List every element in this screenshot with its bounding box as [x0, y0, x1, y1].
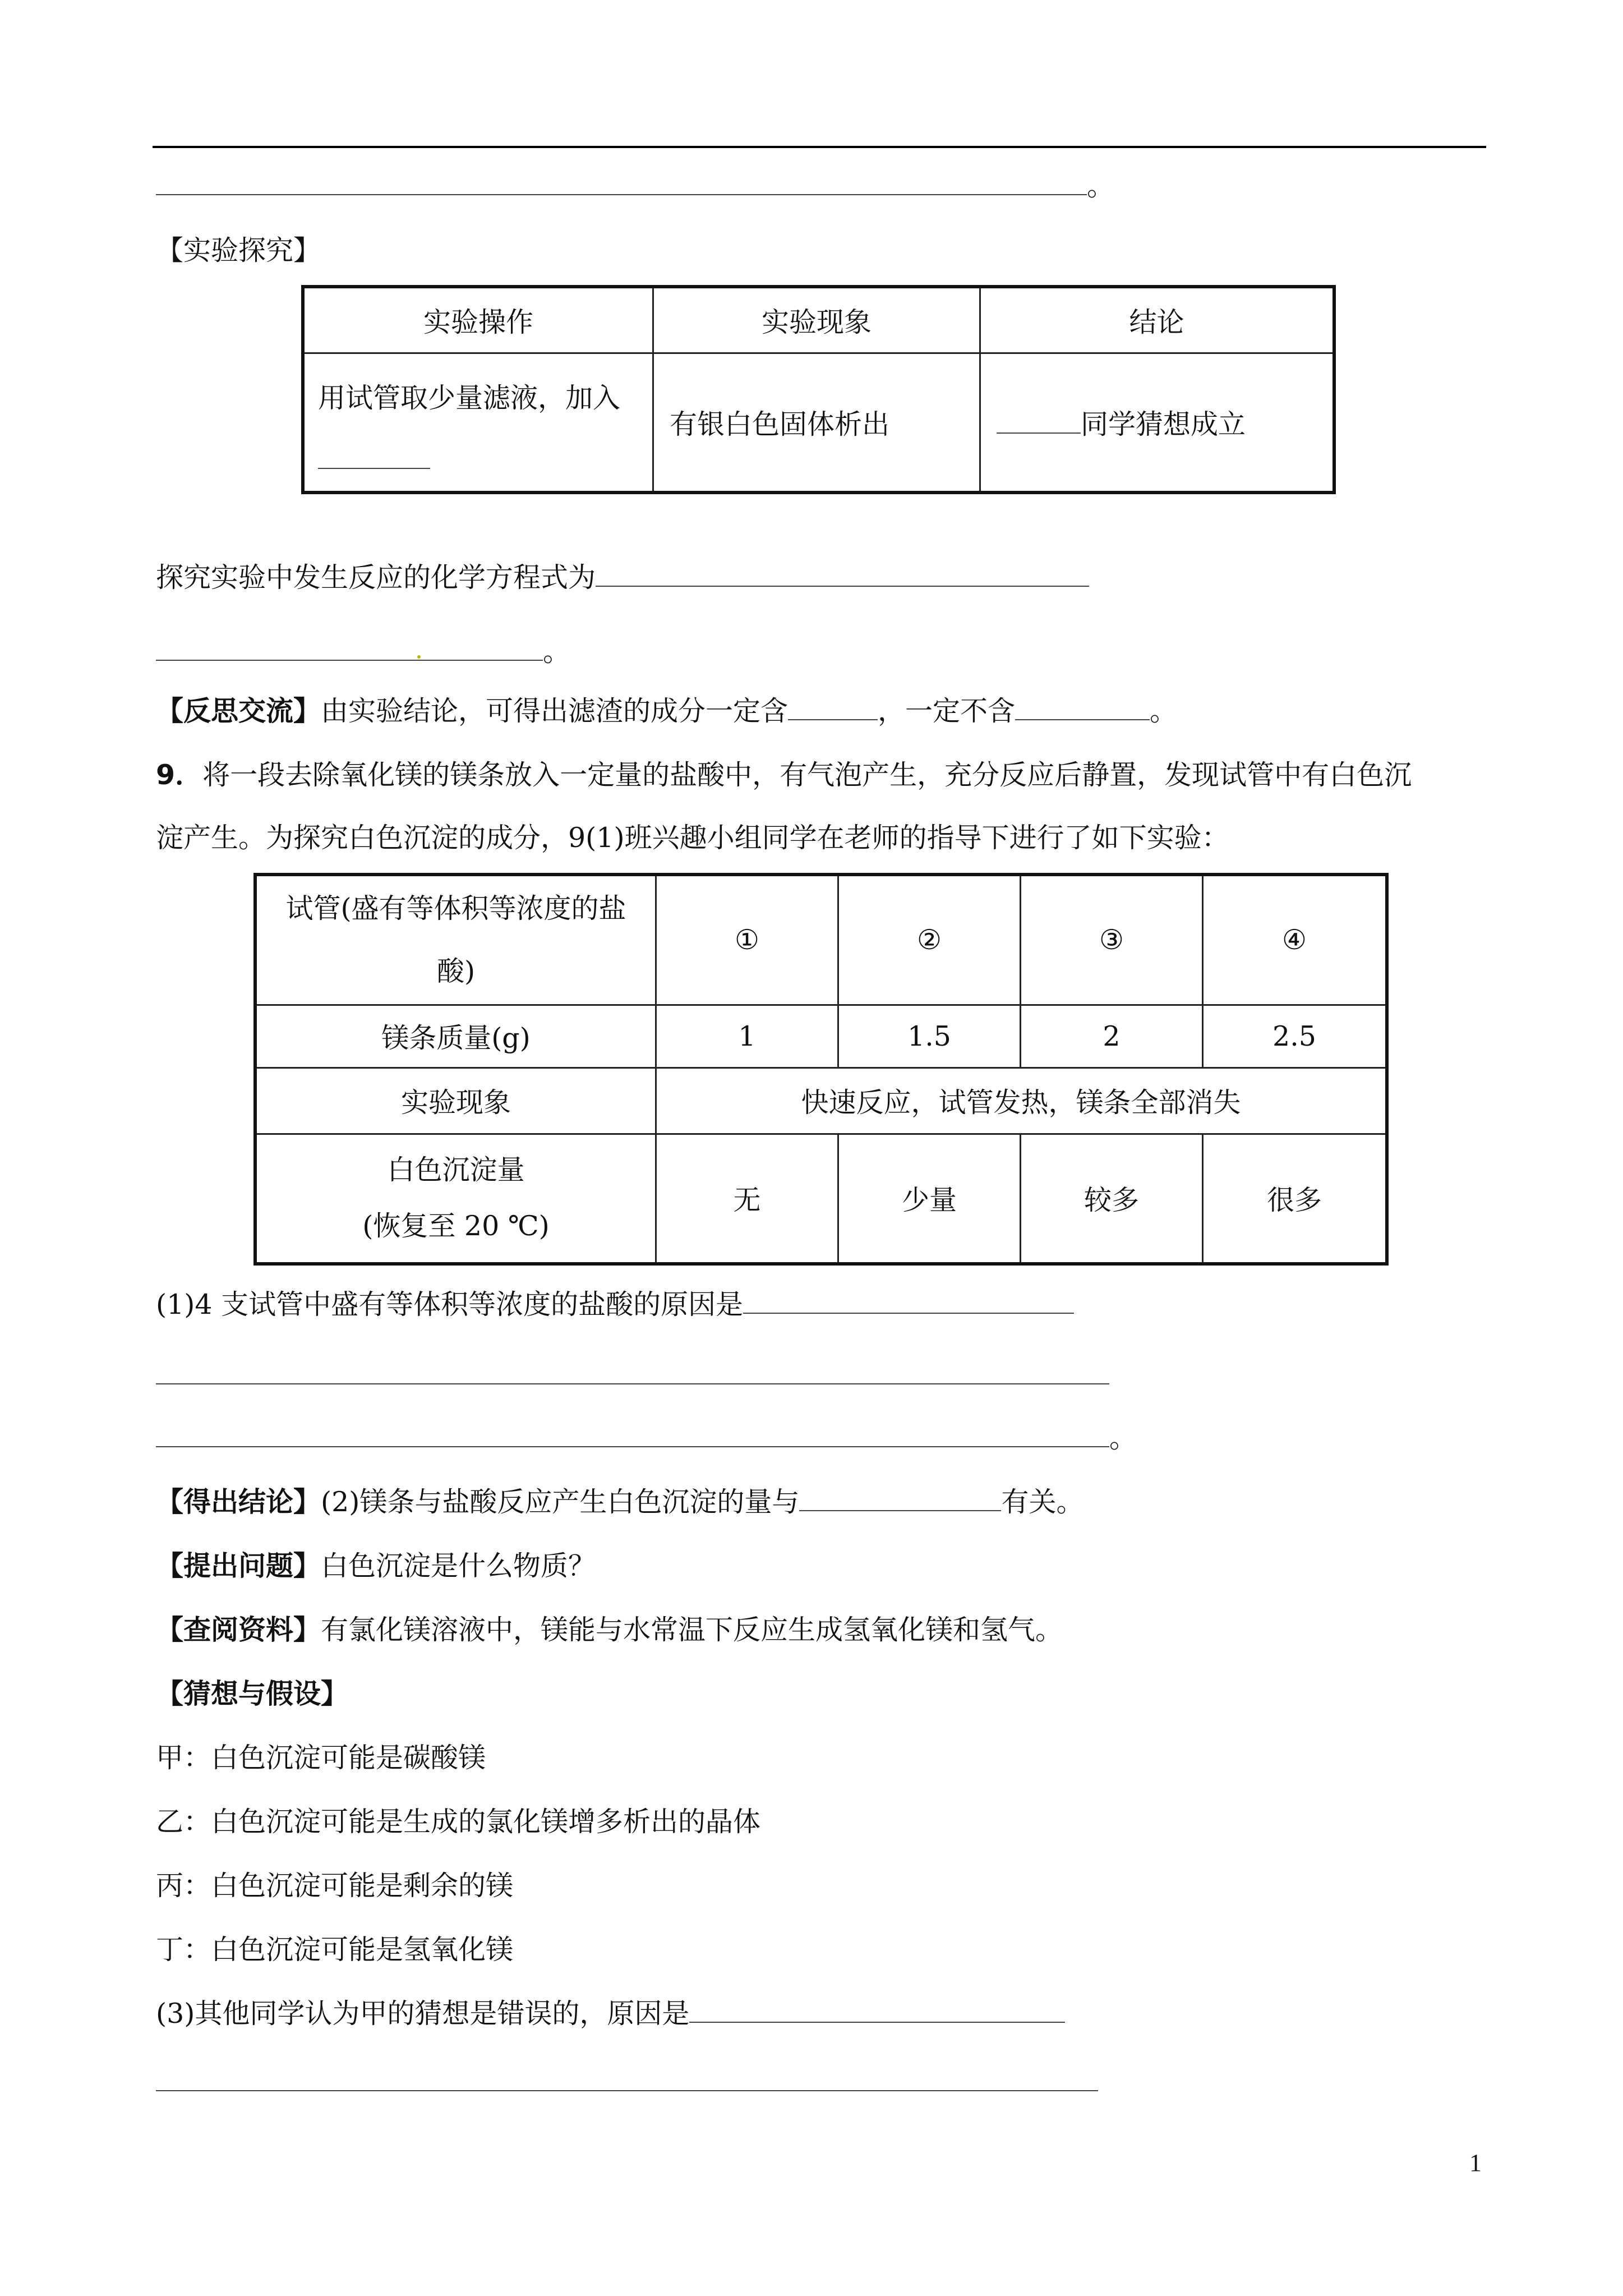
tube-label: ③ [1021, 875, 1203, 1005]
hypothesis-jia: 甲：白色沉淀可能是碳酸镁 [156, 1742, 486, 1774]
mass-value: 2.5 [1203, 1005, 1387, 1068]
hypothesis-heading: 【猜想与假设】 [156, 1678, 349, 1710]
equation-blank[interactable] [596, 563, 1089, 587]
phenomenon-label: 实验现象 [255, 1068, 656, 1134]
question-9-line-1: 9．将一段去除氧化镁的镁条放入一定量的盐酸中，有气泡产生，充分反应后静置，发现试管中有白色沉 [156, 759, 1412, 791]
question-1-line: (1)4 支试管中盛有等体积等浓度的盐酸的原因是 [156, 1287, 1074, 1323]
question-line: 【提出问题】白色沉淀是什么物质？ [156, 1550, 596, 1582]
answer-line-1: 。 [156, 168, 1114, 204]
precipitate-value: 较多 [1021, 1134, 1203, 1264]
contains-blank[interactable] [788, 697, 878, 720]
mass-label: 镁条质量(g) [255, 1005, 656, 1068]
tube-label: ④ [1203, 875, 1387, 1005]
table-header: 实验现象 [653, 287, 980, 353]
precipitate-label: 白色沉淀量 (恢复至 20 ℃) [255, 1134, 656, 1264]
hypothesis-ding: 丁：白色沉淀可能是氢氧化镁 [156, 1934, 514, 1966]
tube-label: ② [838, 875, 1021, 1005]
conclusion-line: 【得出结论】(2)镁条与盐酸反应产生白色沉淀的量与 有关。 [156, 1486, 1084, 1518]
reagent-blank[interactable] [318, 445, 430, 469]
table-header-tube: 试管(盛有等体积等浓度的盐 酸) [255, 875, 656, 1005]
mass-value: 1.5 [838, 1005, 1021, 1068]
student-blank[interactable] [997, 410, 1081, 434]
factor-blank[interactable] [799, 1488, 1001, 1511]
equation-blank-2[interactable] [156, 637, 543, 661]
precipitate-value: 少量 [838, 1134, 1021, 1264]
table-header: 实验操作 [303, 287, 653, 353]
table-cell-observation: 有银白色固体析出 [653, 353, 980, 493]
precipitate-value: 很多 [1203, 1134, 1387, 1264]
reason-blank[interactable] [743, 1290, 1074, 1314]
reason-blank-2[interactable] [156, 1361, 1109, 1384]
question-3-line: (3)其他同学认为甲的猜想是错误的，原因是 [156, 1996, 1065, 2032]
experiment-table [301, 285, 1336, 494]
reason-blank-3[interactable] [156, 1424, 1109, 1447]
table-cell-conclusion: 同学猜想成立 [980, 353, 1335, 493]
header-rule [153, 146, 1486, 148]
reflection-line: 【反思交流】由实验结论，可得出滤渣的成分一定含 ，一定不含 。 [156, 695, 1178, 727]
equation-prompt-line: 探究实验中发生反应的化学方程式为 [156, 560, 1089, 596]
answer-line-q3-2 [156, 2064, 1098, 2100]
tube-label: ① [656, 875, 838, 1005]
magnesium-table [253, 873, 1389, 1266]
answer-blank[interactable] [156, 172, 1087, 195]
phenomenon-value: 快速反应，试管发热，镁条全部消失 [656, 1068, 1387, 1134]
table-cell-operation: 用试管取少量滤液，加入 [303, 353, 653, 493]
wrong-reason-blank[interactable] [689, 1999, 1065, 2023]
precipitate-value: 无 [656, 1134, 838, 1264]
answer-line-q1-3: 。 [156, 1420, 1137, 1456]
hypothesis-yi: 乙：白色沉淀可能是生成的氯化镁增多析出的晶体 [156, 1806, 761, 1838]
mass-value: 1 [656, 1005, 838, 1068]
mass-value: 2 [1021, 1005, 1203, 1068]
wrong-reason-blank-2[interactable] [156, 2068, 1098, 2091]
stray-mark [417, 655, 421, 659]
section-experiment-heading: 【实验探究】 [156, 234, 321, 266]
equation-line-2: 。 [156, 634, 570, 670]
page-number: 1 [1469, 2149, 1482, 2177]
not-contains-blank[interactable] [1015, 697, 1150, 720]
table-header: 结论 [980, 287, 1335, 353]
hypothesis-bing: 丙：白色沉淀可能是剩余的镁 [156, 1870, 514, 1902]
question-9-line-2: 淀产生。为探究白色沉淀的成分，9(1)班兴趣小组同学在老师的指导下进行了如下实验： [156, 822, 1229, 854]
reference-line: 【查阅资料】有氯化镁溶液中，镁能与水常温下反应生成氢氧化镁和氢气。 [156, 1614, 1063, 1646]
answer-line-q1-2 [156, 1358, 1109, 1393]
